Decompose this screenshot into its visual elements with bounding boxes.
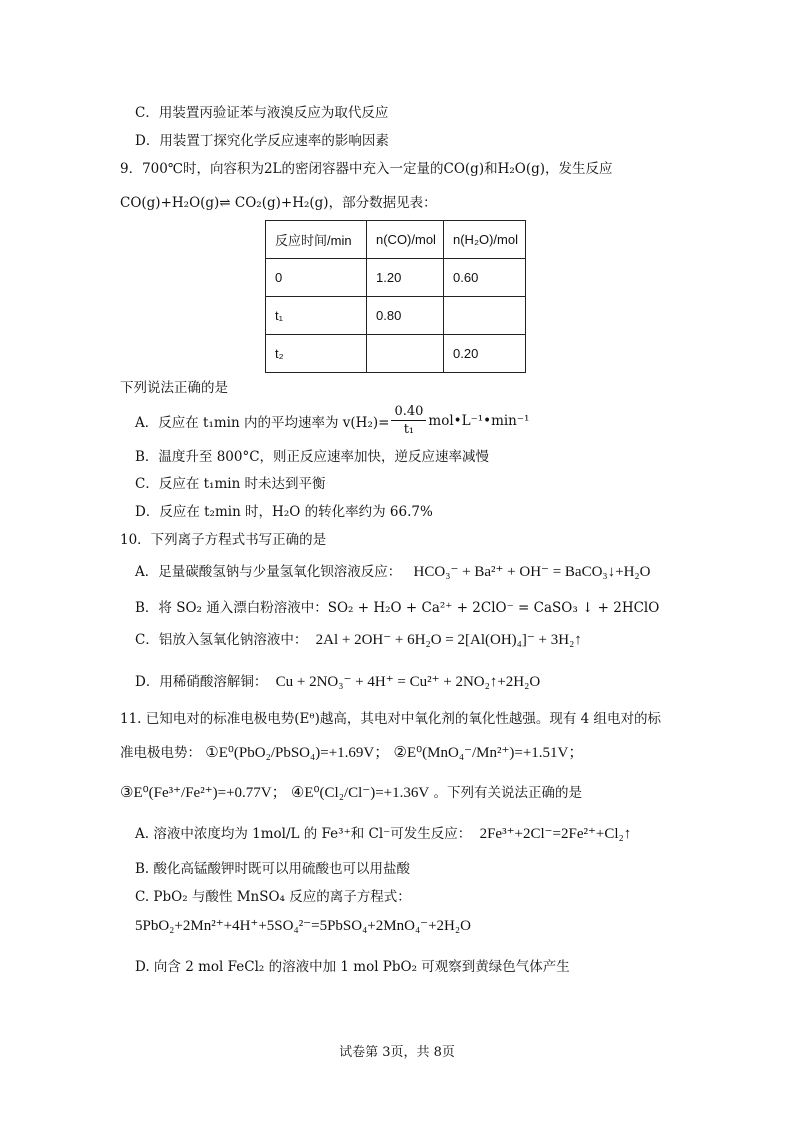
table-cell: 0.80 [367, 297, 444, 335]
q11-option-d: D. 向含 2 mol FeCl₂ 的溶液中加 1 mol PbO₂ 可观察到黄绿色气体产生 [135, 959, 570, 975]
q9-option-b: B．温度升至 800°C，则正反应速率加快，逆反应速率减慢 [135, 449, 490, 465]
q9-reaction: CO(g)+H₂O(g)⇌ CO₂(g)+H₂(g)，部分数据见表： [120, 195, 437, 211]
q11-option-a [135, 822, 631, 843]
potential-3: ③E⁰(Fe³⁺/Fe²⁺)=+0.77V； [120, 785, 287, 801]
q11-option-b: B. 酸化高锰酸钾时既可以用硫酸也可以用盐酸 [135, 861, 411, 877]
q9-data-table [265, 220, 526, 373]
q11-option-c: C. PbO₂ 与酸性 MnSO₄ 反应的离子方程式： [135, 889, 411, 905]
table-cell: t₁ [266, 297, 367, 335]
page-footer: 试卷第 3页，共 8页 [339, 1045, 455, 1060]
q9-option-a-unit: mol•L⁻¹•min⁻¹ [428, 412, 530, 429]
q8-option-c: C．用装置丙验证苯与液溴反应为取代反应 [135, 105, 389, 121]
potential-1: ①E⁰(PbO₂/PbSO₄)=+1.69V； [205, 745, 390, 761]
fraction-numerator: 0.40 [391, 403, 426, 421]
table-cell: 0.20 [444, 335, 526, 373]
table-cell: t₂ [266, 335, 367, 373]
q11-line-3-tail: 。下列有关说法正确的是 [433, 785, 582, 801]
table-cell: 1.20 [367, 259, 444, 297]
table-cell: 0.60 [444, 259, 526, 297]
q10-option-c-equation: 2Al + 2OH⁻ + 6H₂O = 2[Al(OH)₄]⁻ + 3H₂↑ [315, 632, 582, 648]
q9-stem: 下列说法正确的是 [120, 380, 228, 396]
rate-fraction [391, 403, 426, 438]
q10-option-c [135, 628, 582, 649]
q11-option-c-equation [135, 916, 471, 935]
potential-2: ②E⁰(MnO₄⁻/Mn²⁺)=+1.51V； [393, 745, 584, 761]
table-row [266, 335, 526, 373]
table-cell: 0 [266, 259, 367, 297]
table-row [266, 297, 526, 335]
q11-line-3 [120, 781, 582, 802]
q11-option-a-equation: 2Fe³⁺+2Cl⁻=2Fe²⁺+Cl₂↑ [479, 826, 632, 842]
q9-option-a [135, 403, 529, 438]
potential-4: ④E⁰(Cl₂/Cl⁻)=+1.36V [290, 785, 430, 801]
table-header-cell: n(CO)/mol [367, 221, 444, 259]
q10-option-d-text: D．用稀硝酸溶解铜： [135, 674, 268, 690]
table-header-cell: n(H₂O)/mol [444, 221, 526, 259]
q10-option-d-equation: Cu + 2NO₃⁻ + 4H⁺ = Cu²⁺ + 2NO₂↑+2H₂O [275, 674, 541, 690]
table-header-cell: 反应时间/min [266, 221, 367, 259]
q10-option-a [135, 560, 651, 581]
q9-option-a-text: A．反应在 t₁min 内的平均速率为 v(H₂)= [135, 414, 390, 431]
q11-option-c-equation-text: 5PbO₂+2Mn²⁺+4H⁺+5SO₄²⁻=5PbSO₄+2MnO₄⁻+2H₂O [135, 918, 471, 934]
table-row [266, 259, 526, 297]
q9-option-d: D．反应在 t₂min 时，H₂O 的转化率约为 66.7% [135, 504, 433, 520]
table-cell [444, 297, 526, 335]
q10-option-d [135, 670, 540, 691]
q11-line-1: 11. 已知电对的标准电极电势(Eᶿ)越高，其电对中氧化剂的氧化性越强。现有 4 组电对的标 [120, 711, 662, 727]
q9-intro: 9．700℃时，向容积为2L的密闭容器中充入一定量的CO(g)和H₂O(g)，发生反应 [120, 161, 613, 177]
q10-stem: 10．下列离子方程式书写正确的是 [120, 532, 327, 548]
q10-option-a-text: A．足量碳酸氢钠与少量氢氧化钡溶液反应： [135, 564, 402, 580]
q8-option-d: D．用装置丁探究化学反应速率的影响因素 [135, 133, 389, 149]
q9-option-c: C．反应在 t₁min 时未达到平衡 [135, 476, 326, 492]
q11-line-2-text: 准电极电势： [120, 745, 201, 761]
q10-option-c-text: C．铝放入氢氧化钠溶液中： [135, 632, 308, 648]
q10-option-a-equation: HCO₃⁻ + Ba²⁺ + OH⁻ = BaCO₃↓+H₂O [413, 564, 651, 580]
q11-option-a-text: A. 溶液中浓度均为 1mol/L 的 Fe³⁺和 Cl⁻可发生反应： [135, 826, 472, 842]
q11-line-2 [120, 741, 583, 762]
table-cell [367, 335, 444, 373]
table-header-row [266, 221, 526, 259]
fraction-denominator: t₁ [403, 422, 415, 437]
q10-option-b: B．将 SO₂ 通入漂白粉溶液中：SO₂ + H₂O + Ca²⁺ + 2ClO⁻ = CaSO₃ ↓ + 2HClO [135, 600, 660, 616]
